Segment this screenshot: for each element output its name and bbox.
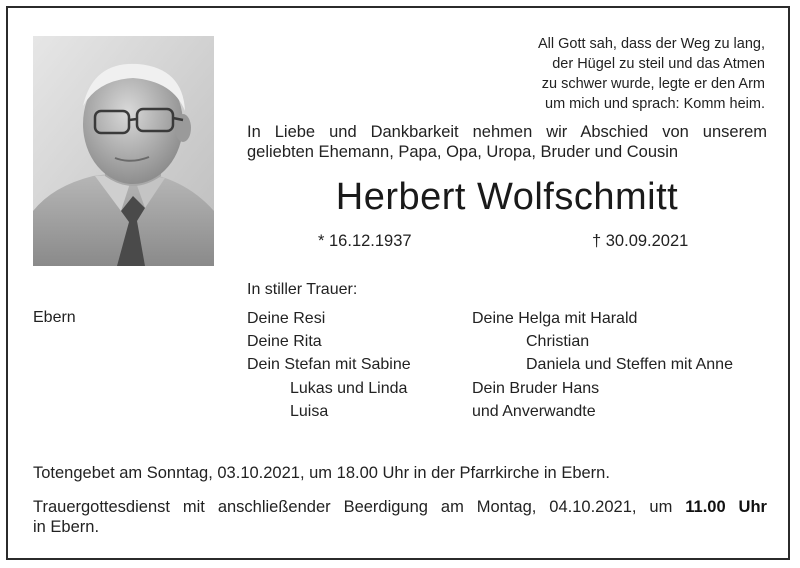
- poem-line: zu schwer wurde, legte er den Arm: [541, 76, 765, 92]
- funeral-text: Trauergottesdienst mit anschließender Beerdigung am Montag, 04.10.2021, um: [33, 498, 673, 516]
- mourner-entry: Deine Resi: [247, 310, 326, 327]
- mourner-entry: Dein Bruder Hans: [472, 379, 600, 397]
- portrait-photo: [33, 36, 214, 266]
- portrait-image: [33, 36, 214, 266]
- death-date: † 30.09.2021: [592, 232, 689, 250]
- intro-line: In Liebe und Dankbarkeit nehmen wir Abschied von unserem: [247, 123, 767, 141]
- poem-line: All Gott sah, dass der Weg zu lang,: [537, 36, 765, 52]
- mourner-entry: Christian: [526, 333, 590, 351]
- funeral-line: [33, 497, 767, 517]
- mourner-entry: und Anverwandte: [472, 402, 596, 420]
- deceased-name: Herbert Wolfschmitt: [335, 176, 679, 218]
- mourners-left-column: [247, 307, 411, 423]
- mourner-entry: Dein Stefan mit Sabine: [247, 356, 411, 374]
- town-name: Ebern: [33, 309, 76, 326]
- funeral-place: in Ebern.: [33, 518, 100, 536]
- mourners-right-column: [472, 307, 733, 423]
- mourner-entry: Daniela und Steffen mit Anne: [526, 356, 733, 374]
- mourner-entry: Luisa: [290, 402, 329, 420]
- funeral-time: 11.00 Uhr: [685, 498, 767, 516]
- intro-text: [247, 122, 767, 162]
- birth-date: * 16.12.1937: [318, 232, 412, 250]
- prayer-service: Totengebet am Sonntag, 03.10.2021, um 18.00 Uhr in der Pfarrkirche in Ebern.: [33, 464, 610, 482]
- intro-line: geliebten Ehemann, Papa, Opa, Uropa, Bruder und Cousin: [247, 143, 679, 161]
- mourner-entry: Deine Helga mit Harald: [472, 310, 638, 327]
- poem: [465, 34, 765, 114]
- poem-line: um mich und sprach: Komm heim.: [545, 96, 765, 112]
- mourning-heading: In stiller Trauer:: [247, 281, 358, 298]
- mourner-entry: Lukas und Linda: [290, 379, 408, 397]
- mourner-entry: Deine Rita: [247, 333, 322, 351]
- funeral-service: [33, 497, 767, 537]
- poem-line: der Hügel zu steil und das Atmen: [552, 56, 765, 72]
